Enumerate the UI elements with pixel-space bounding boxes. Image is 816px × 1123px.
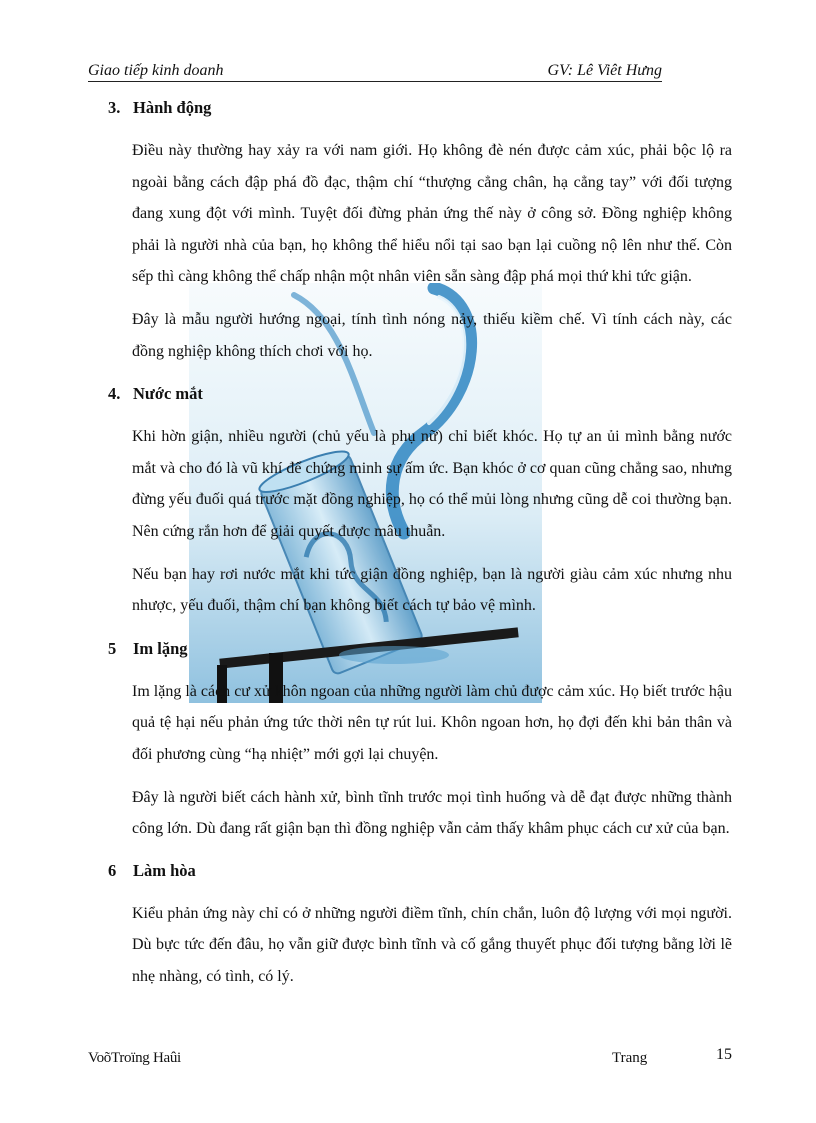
header-lecturer: GV: Lê Viêt Hưng: [547, 62, 662, 79]
section-number: 4.: [108, 384, 121, 404]
page-body: [108, 96, 732, 992]
paragraph: Đây là mẫu người hướng ngoại, tính tình nóng nảy, thiếu kiềm chế. Vì tính cách này, các đồng nghiệp không thích chơi với họ.: [132, 310, 732, 360]
paragraph: Đây là người biết cách hành xử, bình tĩnh trước mọi tình huống và dễ đạt được những thành công lớn. Dù đang rất giận bạn thì đồng nghiệp vẫn cảm thấy khâm phục cách cư xử của bạn.: [132, 788, 732, 838]
section-title: Nước mắt: [133, 384, 203, 404]
page-footer: [88, 1045, 732, 1065]
paragraph: Điều này thường hay xảy ra với nam giới. Họ không đè nén được cảm xúc, phải bộc lộ ra ngoài bằng cách đập phá đồ đạc, thậm chí “thượng cẳng chân, hạ cẳng tay” với đối tượng đang xung đột với mình. Tuyệt đối đừng phản ứng thế này ở công sở. Đồng nghiệp không phải là người nhà của bạn, họ không thể hiểu nổi tại sao bạn lại cuồng nộ lên như thế. Còn sếp thì càng không thể chấp nhận một nhân viên sẵn sàng đập phá mọi thứ khi tức giận.: [132, 142, 732, 286]
header-course-title: Giao tiếp kinh doanh: [88, 62, 224, 79]
page-number: 15: [716, 1046, 732, 1063]
paragraph: Im lặng là cách cư xử khôn ngoan của những người làm chủ được cảm xúc. Họ biết trước hậu quả tệ hại nếu phản ứng tức thời nên tự rút lui. Khôn ngoan hơn, họ đợi đến khi bản thân và đối phương cùng “hạ nhiệt” mới gợi lại chuyện.: [132, 682, 732, 763]
paragraph: Khi hờn giận, nhiều người (chủ yếu là phụ nữ) chỉ biết khóc. Họ tự an ủi mình bằng nước mắt và cho đó là vũ khí để chứng minh sự ấm ức. Bạn khóc ở cơ quan cũng chẳng sao, nhưng đừng yếu đuối quá trước mặt đồng nghiệp, họ có thể mủi lòng nhưng cũng dễ coi thường bạn. Nên cứng rắn hơn để giải quyết được mâu thuẫn.: [132, 428, 732, 540]
section-title: Im lặng: [133, 638, 188, 658]
footer-author: VoõTroïng Haûi: [88, 1050, 181, 1066]
section-number: 5: [108, 638, 117, 658]
section-heading: [108, 98, 732, 118]
section-title: Làm hòa: [133, 860, 196, 880]
page-header: [88, 61, 662, 82]
section-number: 3.: [108, 98, 121, 117]
footer-page-label: Trang: [612, 1050, 648, 1066]
section-heading: [108, 861, 732, 881]
paragraph: Kiểu phản ứng này chỉ có ở những người điềm tĩnh, chín chắn, luôn độ lượng với mọi người. Dù bực tức đến đâu, họ vẫn giữ được bình tĩnh và cố gắng thuyết phục đối tượng bằng lời lẽ nhẹ nhàng, có tình, có lý.: [132, 904, 732, 985]
paragraph: Nếu bạn hay rơi nước mắt khi tức giận đồng nghiệp, bạn là người giàu cảm xúc nhưng nhu nhược, yếu đuối, thậm chí bạn không biết cách tự bảo vệ mình.: [132, 565, 732, 615]
section-heading: [108, 639, 732, 659]
section-title: Hành động: [133, 98, 212, 117]
section-heading: [108, 384, 732, 404]
section-number: 6: [108, 860, 117, 880]
